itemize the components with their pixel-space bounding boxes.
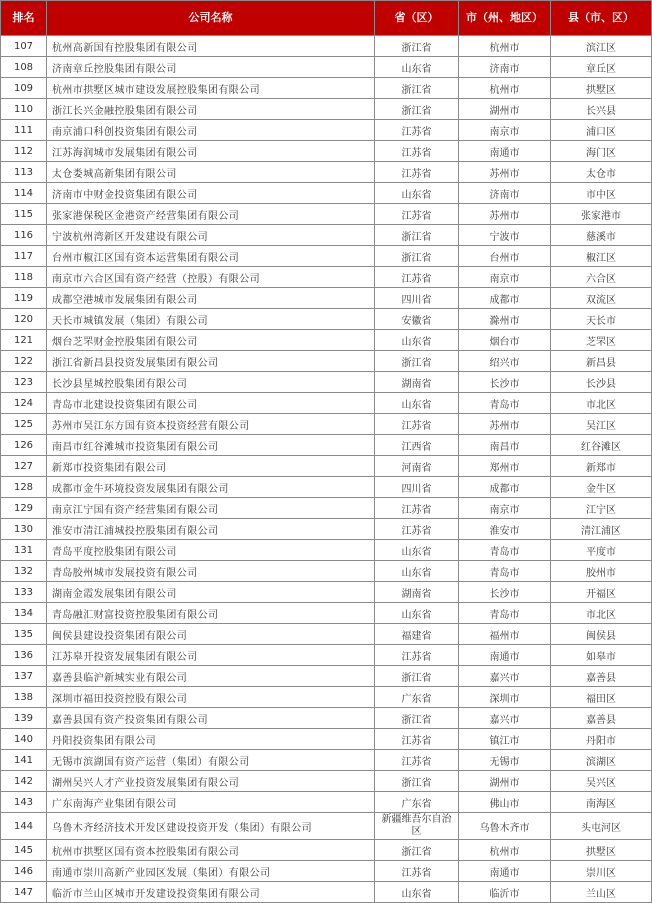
province-cell: 山东省 [375, 603, 459, 624]
city-cell: 苏州市 [459, 162, 551, 183]
rank-cell: 125 [1, 414, 47, 435]
city-cell: 青岛市 [459, 561, 551, 582]
company-name-cell: 江苏海润城市发展集团有限公司 [47, 141, 375, 162]
county-cell: 兰山区 [551, 882, 652, 903]
city-cell: 嘉兴市 [459, 666, 551, 687]
city-cell: 绍兴市 [459, 351, 551, 372]
company-name-cell: 南京浦口科创投资集团有限公司 [47, 120, 375, 141]
rank-cell: 145 [1, 840, 47, 861]
province-cell: 浙江省 [375, 78, 459, 99]
rank-cell: 130 [1, 519, 47, 540]
company-name-cell: 长沙县星城控股集团有限公司 [47, 372, 375, 393]
table-row [1, 750, 652, 771]
city-cell: 苏州市 [459, 204, 551, 225]
company-name-cell: 广东南海产业集团有限公司 [47, 792, 375, 813]
table-row [1, 183, 652, 204]
city-cell: 乌鲁木齐市 [459, 813, 551, 840]
table-row [1, 204, 652, 225]
county-cell: 天长市 [551, 309, 652, 330]
rank-cell: 140 [1, 729, 47, 750]
county-cell: 六合区 [551, 267, 652, 288]
city-cell: 杭州市 [459, 78, 551, 99]
county-cell: 长兴县 [551, 99, 652, 120]
rank-cell: 146 [1, 861, 47, 882]
county-cell: 滨湖区 [551, 750, 652, 771]
table-row [1, 666, 652, 687]
company-name-cell: 浙江长兴金融控股集团有限公司 [47, 99, 375, 120]
rank-cell: 131 [1, 540, 47, 561]
rank-cell: 114 [1, 183, 47, 204]
county-cell: 开福区 [551, 582, 652, 603]
province-cell: 江苏省 [375, 141, 459, 162]
table-body [1, 36, 652, 903]
rank-cell: 144 [1, 813, 47, 840]
company-name-cell: 南昌市红谷滩城市投资集团有限公司 [47, 435, 375, 456]
province-cell: 江苏省 [375, 204, 459, 225]
company-name-cell: 台州市椒江区国有资本运营集团有限公司 [47, 246, 375, 267]
county-cell: 金牛区 [551, 477, 652, 498]
header-province: 省（区） [375, 1, 459, 36]
table-row [1, 519, 652, 540]
province-cell: 江苏省 [375, 414, 459, 435]
company-name-cell: 新郑市投资集团有限公司 [47, 456, 375, 477]
city-cell: 南通市 [459, 141, 551, 162]
table-row [1, 624, 652, 645]
rank-cell: 136 [1, 645, 47, 666]
county-cell: 芝罘区 [551, 330, 652, 351]
table-row [1, 861, 652, 882]
county-cell: 吴江区 [551, 414, 652, 435]
county-cell: 嘉善县 [551, 708, 652, 729]
company-name-cell: 青岛平度控股集团有限公司 [47, 540, 375, 561]
table-row [1, 771, 652, 792]
company-name-cell: 浙江省新昌县投资发展集团有限公司 [47, 351, 375, 372]
city-cell: 湖州市 [459, 771, 551, 792]
rank-cell: 133 [1, 582, 47, 603]
company-name-cell: 天长市城镇发展（集团）有限公司 [47, 309, 375, 330]
city-cell: 福州市 [459, 624, 551, 645]
city-cell: 湖州市 [459, 99, 551, 120]
table-row [1, 267, 652, 288]
rank-cell: 112 [1, 141, 47, 162]
rank-cell: 129 [1, 498, 47, 519]
company-name-cell: 湖州吴兴人才产业投资发展集团有限公司 [47, 771, 375, 792]
city-cell: 成都市 [459, 288, 551, 309]
city-cell: 南京市 [459, 120, 551, 141]
province-cell: 浙江省 [375, 36, 459, 57]
table-row [1, 393, 652, 414]
province-cell: 浙江省 [375, 771, 459, 792]
table-row [1, 141, 652, 162]
company-name-cell: 青岛胶州城市发展投资有限公司 [47, 561, 375, 582]
rank-cell: 118 [1, 267, 47, 288]
rank-cell: 137 [1, 666, 47, 687]
rank-cell: 127 [1, 456, 47, 477]
rank-cell: 141 [1, 750, 47, 771]
header-county: 县（市、区） [551, 1, 652, 36]
province-cell: 山东省 [375, 561, 459, 582]
province-cell: 山东省 [375, 393, 459, 414]
table-row [1, 309, 652, 330]
rank-cell: 142 [1, 771, 47, 792]
city-cell: 无锡市 [459, 750, 551, 771]
province-cell: 山东省 [375, 882, 459, 903]
city-cell: 成都市 [459, 477, 551, 498]
county-cell: 江宁区 [551, 498, 652, 519]
rank-cell: 124 [1, 393, 47, 414]
city-cell: 嘉兴市 [459, 708, 551, 729]
city-cell: 南京市 [459, 498, 551, 519]
table-row [1, 288, 652, 309]
county-cell: 太仓市 [551, 162, 652, 183]
company-name-cell: 杭州市拱墅区国有资本控股集团有限公司 [47, 840, 375, 861]
province-cell: 四川省 [375, 288, 459, 309]
rank-cell: 108 [1, 57, 47, 78]
rank-cell: 115 [1, 204, 47, 225]
table-row [1, 351, 652, 372]
county-cell: 丹阳市 [551, 729, 652, 750]
city-cell: 济南市 [459, 57, 551, 78]
province-cell: 浙江省 [375, 666, 459, 687]
rank-cell: 117 [1, 246, 47, 267]
province-cell: 江苏省 [375, 861, 459, 882]
county-cell: 慈溪市 [551, 225, 652, 246]
province-cell: 江苏省 [375, 519, 459, 540]
table-row [1, 330, 652, 351]
city-cell: 宁波市 [459, 225, 551, 246]
rank-cell: 110 [1, 99, 47, 120]
province-cell: 安徽省 [375, 309, 459, 330]
city-cell: 镇江市 [459, 729, 551, 750]
table-row [1, 372, 652, 393]
county-cell: 长沙县 [551, 372, 652, 393]
rank-cell: 120 [1, 309, 47, 330]
county-cell: 新昌县 [551, 351, 652, 372]
county-cell: 平度市 [551, 540, 652, 561]
city-cell: 青岛市 [459, 540, 551, 561]
province-cell: 湖南省 [375, 372, 459, 393]
table-row [1, 540, 652, 561]
county-cell: 双流区 [551, 288, 652, 309]
table-row [1, 561, 652, 582]
county-cell: 浦口区 [551, 120, 652, 141]
table-row [1, 687, 652, 708]
company-name-cell: 乌鲁木齐经济技术开发区建设投资开发（集团）有限公司 [47, 813, 375, 840]
company-name-cell: 江苏皋开投资发展集团有限公司 [47, 645, 375, 666]
county-cell: 新郑市 [551, 456, 652, 477]
province-cell: 浙江省 [375, 351, 459, 372]
header-city: 市（州、地区） [459, 1, 551, 36]
company-name-cell: 宁波杭州湾新区开发建设有限公司 [47, 225, 375, 246]
city-cell: 杭州市 [459, 840, 551, 861]
county-cell: 头屯河区 [551, 813, 652, 840]
company-name-cell: 烟台芝罘财金控股集团有限公司 [47, 330, 375, 351]
city-cell: 台州市 [459, 246, 551, 267]
city-cell: 佛山市 [459, 792, 551, 813]
rank-cell: 116 [1, 225, 47, 246]
rank-cell: 123 [1, 372, 47, 393]
city-cell: 滁州市 [459, 309, 551, 330]
county-cell: 拱墅区 [551, 840, 652, 861]
rank-cell: 121 [1, 330, 47, 351]
city-cell: 南京市 [459, 267, 551, 288]
rank-cell: 126 [1, 435, 47, 456]
company-name-cell: 青岛市北建设投资集团有限公司 [47, 393, 375, 414]
city-cell: 南通市 [459, 645, 551, 666]
county-cell: 胶州市 [551, 561, 652, 582]
city-cell: 郑州市 [459, 456, 551, 477]
province-cell: 广东省 [375, 687, 459, 708]
county-cell: 南海区 [551, 792, 652, 813]
province-cell: 山东省 [375, 57, 459, 78]
table-row [1, 162, 652, 183]
county-cell: 滨江区 [551, 36, 652, 57]
rank-cell: 128 [1, 477, 47, 498]
province-cell: 山东省 [375, 330, 459, 351]
city-cell: 杭州市 [459, 36, 551, 57]
province-cell: 江苏省 [375, 162, 459, 183]
province-cell: 江苏省 [375, 645, 459, 666]
province-cell: 新疆维吾尔自治区 [381, 814, 452, 837]
table-row [1, 225, 652, 246]
rank-cell: 143 [1, 792, 47, 813]
table-row [1, 120, 652, 141]
rank-cell: 139 [1, 708, 47, 729]
county-cell: 红谷滩区 [551, 435, 652, 456]
table-row [1, 414, 652, 435]
rank-cell: 138 [1, 687, 47, 708]
table-row [1, 99, 652, 120]
table-row [1, 456, 652, 477]
rank-cell: 119 [1, 288, 47, 309]
table-row [1, 792, 652, 813]
company-name-cell: 成都市金牛环境投资发展集团有限公司 [47, 477, 375, 498]
company-name-cell: 嘉善县国有资产投资集团有限公司 [47, 708, 375, 729]
province-cell: 江西省 [375, 435, 459, 456]
province-cell: 江苏省 [375, 750, 459, 771]
company-name-cell: 南京市六合区国有资产经营（控股）有限公司 [47, 267, 375, 288]
county-cell: 椒江区 [551, 246, 652, 267]
city-cell: 长沙市 [459, 582, 551, 603]
company-name-cell: 杭州高新国有控股集团有限公司 [47, 36, 375, 57]
province-cell: 浙江省 [375, 246, 459, 267]
county-cell: 市北区 [551, 393, 652, 414]
city-cell: 深圳市 [459, 687, 551, 708]
company-name-cell: 无锡市滨湖国有资产运营（集团）有限公司 [47, 750, 375, 771]
company-name-cell: 深圳市福田投资控股有限公司 [47, 687, 375, 708]
company-name-cell: 济南章丘控股集团有限公司 [47, 57, 375, 78]
province-cell: 湖南省 [375, 582, 459, 603]
table-row [1, 36, 652, 57]
county-cell: 章丘区 [551, 57, 652, 78]
table-row [1, 729, 652, 750]
company-name-cell: 淮安市清江浦城投控股集团有限公司 [47, 519, 375, 540]
table-row [1, 498, 652, 519]
city-cell: 济南市 [459, 183, 551, 204]
province-cell-wrapper [375, 813, 459, 840]
table-row [1, 813, 652, 840]
table-row [1, 246, 652, 267]
county-cell: 拱墅区 [551, 78, 652, 99]
company-name-cell: 嘉善县临沪新城实业有限公司 [47, 666, 375, 687]
rank-cell: 147 [1, 882, 47, 903]
city-cell: 南通市 [459, 861, 551, 882]
company-name-cell: 闽侯县建设投资集团有限公司 [47, 624, 375, 645]
rank-cell: 132 [1, 561, 47, 582]
province-cell: 四川省 [375, 477, 459, 498]
province-cell: 浙江省 [375, 708, 459, 729]
header-rank: 排名 [1, 1, 47, 36]
company-name-cell: 南通市崇川高新产业园区发展（集团）有限公司 [47, 861, 375, 882]
table-row [1, 603, 652, 624]
county-cell: 张家港市 [551, 204, 652, 225]
county-cell: 清江浦区 [551, 519, 652, 540]
county-cell: 嘉善县 [551, 666, 652, 687]
county-cell: 闽侯县 [551, 624, 652, 645]
city-cell: 长沙市 [459, 372, 551, 393]
province-cell: 江苏省 [375, 729, 459, 750]
rank-cell: 122 [1, 351, 47, 372]
table-row [1, 708, 652, 729]
province-cell: 山东省 [375, 540, 459, 561]
city-cell: 青岛市 [459, 393, 551, 414]
county-cell: 市北区 [551, 603, 652, 624]
province-cell: 河南省 [375, 456, 459, 477]
table-row [1, 645, 652, 666]
company-name-cell: 苏州市吴江东方国有资本投资经营有限公司 [47, 414, 375, 435]
table-header [1, 1, 652, 36]
city-cell: 苏州市 [459, 414, 551, 435]
header-row [1, 1, 652, 36]
company-name-cell: 青岛融汇财富投资控股集团有限公司 [47, 603, 375, 624]
company-name-cell: 张家港保税区金港资产经营集团有限公司 [47, 204, 375, 225]
table-row [1, 78, 652, 99]
company-name-cell: 丹阳投资集团有限公司 [47, 729, 375, 750]
county-cell: 市中区 [551, 183, 652, 204]
company-name-cell: 杭州市拱墅区城市建设发展控股集团有限公司 [47, 78, 375, 99]
company-name-cell: 南京江宁国有资产经营集团有限公司 [47, 498, 375, 519]
table-row [1, 882, 652, 903]
city-cell: 临沂市 [459, 882, 551, 903]
county-cell: 海门区 [551, 141, 652, 162]
rank-cell: 134 [1, 603, 47, 624]
province-cell: 浙江省 [375, 99, 459, 120]
city-cell: 南昌市 [459, 435, 551, 456]
province-cell: 浙江省 [375, 840, 459, 861]
rank-cell: 107 [1, 36, 47, 57]
province-cell: 江苏省 [375, 498, 459, 519]
province-cell: 江苏省 [375, 267, 459, 288]
city-cell: 烟台市 [459, 330, 551, 351]
table-row [1, 57, 652, 78]
county-cell: 福田区 [551, 687, 652, 708]
company-name-cell: 济南市中财金投资集团有限公司 [47, 183, 375, 204]
province-cell: 福建省 [375, 624, 459, 645]
province-cell: 广东省 [375, 792, 459, 813]
province-cell: 江苏省 [375, 120, 459, 141]
city-cell: 淮安市 [459, 519, 551, 540]
province-cell: 浙江省 [375, 225, 459, 246]
rank-cell: 111 [1, 120, 47, 141]
table-row [1, 582, 652, 603]
table-row [1, 435, 652, 456]
header-company: 公司名称 [47, 1, 375, 36]
company-name-cell: 成都空港城市发展集团有限公司 [47, 288, 375, 309]
table-row [1, 840, 652, 861]
county-cell: 崇川区 [551, 861, 652, 882]
county-cell: 吴兴区 [551, 771, 652, 792]
county-cell: 如皋市 [551, 645, 652, 666]
table-row [1, 477, 652, 498]
rank-cell: 113 [1, 162, 47, 183]
company-name-cell: 太仓娄城高新集团有限公司 [47, 162, 375, 183]
company-name-cell: 临沂市兰山区城市开发建设投资集团有限公司 [47, 882, 375, 903]
province-cell: 山东省 [375, 183, 459, 204]
rank-cell: 135 [1, 624, 47, 645]
city-cell: 青岛市 [459, 603, 551, 624]
rank-cell: 109 [1, 78, 47, 99]
company-name-cell: 湖南金霞发展集团有限公司 [47, 582, 375, 603]
